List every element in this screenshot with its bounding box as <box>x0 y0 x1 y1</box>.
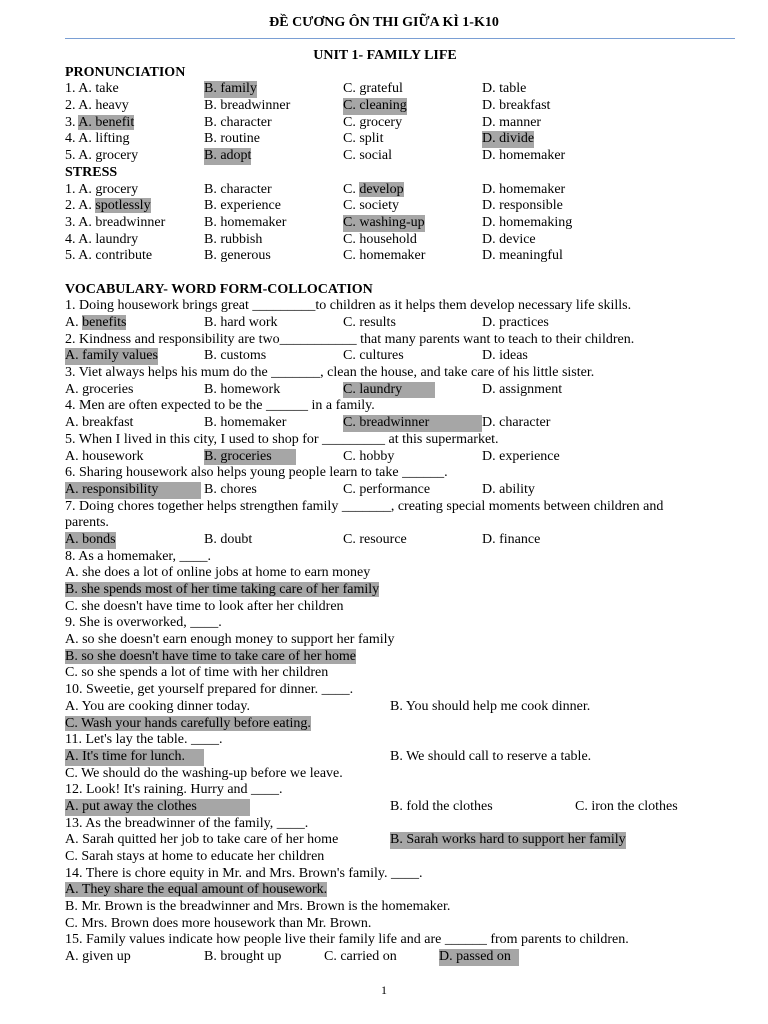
option: C. carried on <box>324 949 397 965</box>
option: A. given up <box>65 949 131 965</box>
question-options <box>65 699 705 716</box>
answer-option: C. Wash your hands carefully before eating. <box>65 715 311 731</box>
question-options <box>65 799 705 816</box>
option: B. homemaker <box>204 415 287 431</box>
option: 1. A. take <box>65 81 119 97</box>
stress-row <box>65 198 705 215</box>
option: D. practices <box>482 315 549 330</box>
option: 5. A. grocery <box>65 148 139 164</box>
option: 3. A. breadwinner <box>65 214 166 230</box>
page-number: 1 <box>381 983 387 997</box>
answer-option: D. divide <box>482 131 535 147</box>
question: 15. Family values indicate how people live their family life and are ______ from parents to children. <box>65 932 629 948</box>
question: 1. Doing housework brings great _________to children as it helps them develop necessary life skills. <box>65 298 632 314</box>
option: C. hobby <box>343 448 395 464</box>
option: A. so she doesn't earn enough money to support her family <box>65 632 395 648</box>
question: 11. Let's lay the table. ____. <box>65 732 223 748</box>
question: 14. There is chore equity in Mr. and Mrs. Brown's family. ____. <box>65 865 423 881</box>
option: B. doubt <box>204 531 253 547</box>
document-title: ĐỀ CƯƠNG ÔN THI GIỮA KÌ 1-K10 <box>269 15 499 30</box>
answer-option: D. passed on <box>439 949 519 966</box>
option: B. customs <box>204 348 267 364</box>
question-options <box>65 315 705 332</box>
pronunciation-heading: PRONUNCIATION <box>65 64 186 80</box>
pronunciation-row <box>65 81 705 98</box>
stress-heading: STRESS <box>65 164 118 180</box>
option: 2. A. heavy <box>65 98 129 114</box>
option: A. she does a lot of online jobs at home to earn money <box>65 565 371 581</box>
option: B. Mr. Brown is the breadwinner and Mrs. Brown is the homemaker. <box>65 899 451 915</box>
option: D. character <box>482 415 551 431</box>
answer-option: B. adopt <box>204 148 252 164</box>
option: B. character <box>204 114 272 130</box>
option: D. assignment <box>482 381 563 397</box>
option: B. generous <box>204 248 271 264</box>
option: C. household <box>343 231 417 247</box>
option: A. groceries <box>65 381 134 397</box>
option: D. ideas <box>482 348 528 364</box>
answer-option: A. They share the equal amount of housework. <box>65 882 328 898</box>
option: D. table <box>482 81 527 97</box>
option: C. iron the clothes <box>575 798 678 814</box>
option: B. homemaker <box>204 214 287 230</box>
option: B. You should help me cook dinner. <box>390 698 591 714</box>
option: D. experience <box>482 448 560 464</box>
option: 4. A. laundry <box>65 231 139 247</box>
unit-title: UNIT 1- FAMILY LIFE <box>313 48 457 63</box>
option: C. so she spends a lot of time with her children <box>65 665 329 681</box>
question: 13. As the breadwinner of the family, ____. <box>65 815 309 831</box>
option: B. homework <box>204 381 281 397</box>
option: C. Mrs. Brown does more housework than Mr. Brown. <box>65 915 372 931</box>
option: C. resource <box>343 531 407 547</box>
option: A. You are cooking dinner today. <box>65 698 250 714</box>
option: C. social <box>343 148 392 164</box>
option: D. breakfast <box>482 98 551 114</box>
option: A. Sarah quitted her job to take care of her home <box>65 832 339 848</box>
option: D. homemaker <box>482 181 566 197</box>
option: C. grateful <box>343 81 403 97</box>
pronunciation-row <box>65 115 705 132</box>
header-divider <box>65 38 735 39</box>
option: D. homemaking <box>482 214 573 230</box>
answer-option: C. breadwinner <box>343 415 482 432</box>
question-options <box>65 382 705 399</box>
pronunciation-row <box>65 148 705 165</box>
answer-option: C. washing-up <box>343 214 425 230</box>
question: 5. When I lived in this city, I used to shop for _________ at this supermarket. <box>65 431 499 447</box>
question-options <box>65 749 705 766</box>
option: D. manner <box>482 114 542 130</box>
answer-option: 3. A. benefit <box>65 114 135 130</box>
option: C. grocery <box>343 114 403 130</box>
question-options <box>65 949 705 966</box>
option: C. cultures <box>343 348 404 364</box>
option: B. We should call to reserve a table. <box>390 748 592 764</box>
option: D. finance <box>482 531 541 547</box>
document-body <box>65 48 705 966</box>
question-options <box>65 482 705 499</box>
option: B. hard work <box>204 315 278 330</box>
question: 8. As a homemaker, ____. <box>65 548 212 564</box>
option: C. she doesn't have time to look after her children <box>65 598 344 614</box>
question: 10. Sweetie, get yourself prepared for dinner. ____. <box>65 682 354 698</box>
option: C. We should do the washing-up before we leave. <box>65 765 343 781</box>
answer-option: B. she spends most of her time taking care of her family <box>65 582 380 598</box>
question: 2. Kindness and responsibility are two___________ that many parents want to teach to their children. <box>65 331 635 347</box>
option: C. split <box>343 131 384 147</box>
option: C. performance <box>343 481 431 497</box>
option: B. brought up <box>204 949 282 965</box>
question-options <box>65 532 705 549</box>
option: B. breadwinner <box>204 98 291 114</box>
option: D. responsible <box>482 198 563 214</box>
option: C. Sarah stays at home to educate her children <box>65 849 325 865</box>
option: D. meaningful <box>482 248 563 264</box>
stress-row <box>65 182 705 199</box>
answer-option: 2. A. spotlessly <box>65 198 151 214</box>
question: 3. Viet always helps his mum do the _______, clean the house, and take care of his little sister. <box>65 365 595 381</box>
answer-option: C. develop <box>343 181 404 197</box>
answer-option: B. family <box>204 81 257 97</box>
pronunciation-row <box>65 131 705 148</box>
answer-option: A. benefits <box>65 315 127 330</box>
stress-row <box>65 232 705 249</box>
vocabulary-heading: VOCABULARY- WORD FORM-COLLOCATION <box>65 281 373 297</box>
stress-row <box>65 215 705 232</box>
option: 1. A. grocery <box>65 181 139 197</box>
option: D. ability <box>482 481 535 497</box>
option: C. results <box>343 315 396 330</box>
question: 12. Look! It's raining. Hurry and ____. <box>65 782 283 798</box>
question: 9. She is overworked, ____. <box>65 615 222 631</box>
option: B. rubbish <box>204 231 263 247</box>
option: B. routine <box>204 131 260 147</box>
answer-option: A. responsibility <box>65 482 201 499</box>
option: B. chores <box>204 481 257 497</box>
option: A. breakfast <box>65 415 134 431</box>
question-options <box>65 415 705 432</box>
answer-option: B. groceries <box>204 449 296 466</box>
option: 5. A. contribute <box>65 248 153 264</box>
option: B. character <box>204 181 272 197</box>
option: D. device <box>482 231 536 247</box>
question-options <box>65 832 705 849</box>
answer-option: A. family values <box>65 348 158 364</box>
answer-option: A. It's time for lunch. <box>65 749 204 766</box>
option: D. homemaker <box>482 148 566 164</box>
question: 4. Men are often expected to be the ______ in a family. <box>65 398 375 414</box>
pronunciation-row <box>65 98 705 115</box>
answer-option: A. bonds <box>65 531 116 547</box>
option: B. fold the clothes <box>390 798 493 814</box>
answer-option: B. so she doesn't have time to take care of her home <box>65 648 356 664</box>
option: C. society <box>343 198 399 214</box>
answer-option: B. Sarah works hard to support her family <box>390 832 626 848</box>
answer-option: C. cleaning <box>343 98 407 114</box>
answer-option: C. laundry <box>343 382 435 399</box>
option: C. homemaker <box>343 248 426 264</box>
answer-option: A. put away the clothes <box>65 799 250 816</box>
option: A. housework <box>65 448 144 464</box>
question: 6. Sharing housework also helps young people learn to take ______. <box>65 465 448 481</box>
option: B. experience <box>204 198 281 214</box>
question-options <box>65 449 705 466</box>
option: 4. A. lifting <box>65 131 130 147</box>
question-options <box>65 348 705 365</box>
question: 7. Doing chores together helps strengthen family _______, creating special moments between children and parents. <box>65 498 664 531</box>
stress-row <box>65 248 705 265</box>
